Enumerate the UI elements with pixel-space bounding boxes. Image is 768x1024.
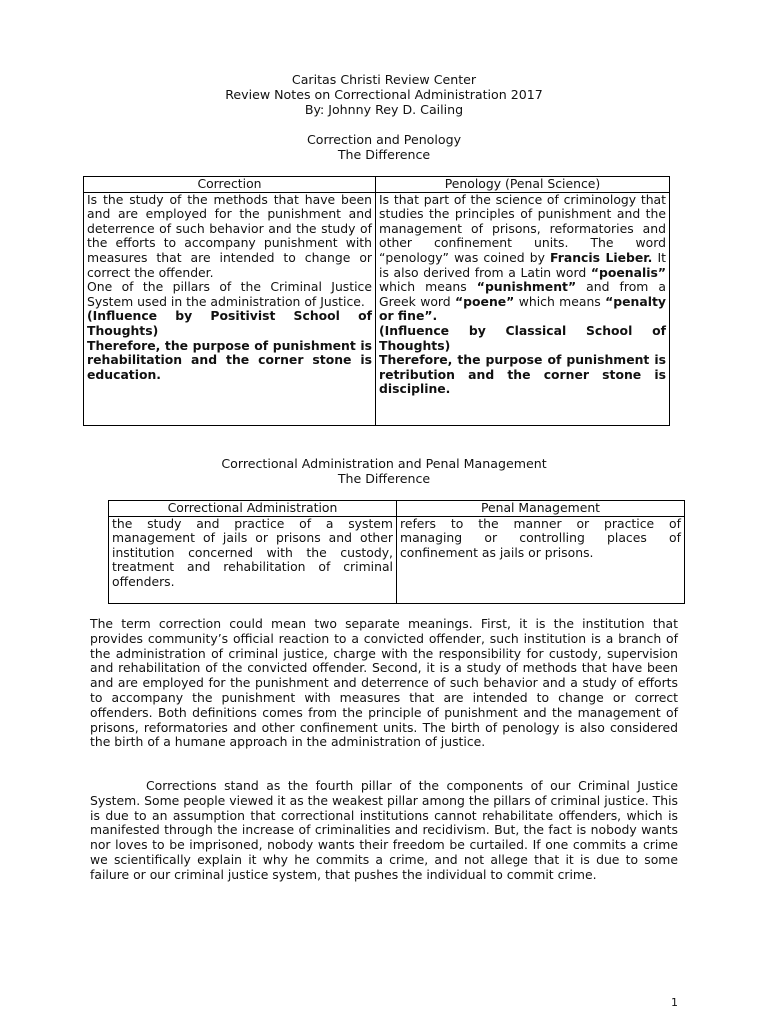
correction-influence: (Influence by Positivist School of Thoughts): [87, 308, 372, 338]
section1-heading: [0, 132, 768, 162]
column-header-correction: Correction: [84, 177, 376, 193]
penology-greek-meaning: “penalty or fine”.: [379, 293, 666, 324]
column-header-penal-management: Penal Management: [397, 501, 685, 517]
penology-coiner: Francis Lieber.: [550, 249, 653, 265]
table-row: [84, 192, 670, 425]
penology-latin-word: “poenalis”: [590, 264, 666, 280]
penology-greek-word: “poene”: [455, 293, 515, 309]
penology-text: which means: [379, 279, 477, 295]
correction-definition: Is the study of the methods that have been and are employed for the punishment and deterrence of such behavior and the study of the efforts to accompany punishment with measures that are intended to change or correct the offender.: [87, 191, 372, 280]
correctional-administration-cell: [109, 516, 397, 603]
section2-subtitle: The Difference: [337, 471, 431, 486]
header-author: By: Johnny Rey D. Cailing: [304, 102, 464, 117]
correctional-administration-definition: the study and practice of a system management of jails or prisons and other institution concerned with the custody, treatment and rehabilitation of criminal offenders.: [112, 515, 393, 589]
column-header-penology: Penology (Penal Science): [376, 177, 670, 193]
correction-cell: [84, 192, 376, 425]
table-header-row: [109, 501, 685, 517]
correction-penology-table: [83, 176, 670, 426]
penology-cell: [376, 192, 670, 425]
penology-text: and from a Greek word: [379, 279, 666, 309]
section1-title: Correction and Penology: [306, 132, 462, 147]
body-paragraph-correction-meanings: The term correction could mean two separate meanings. First, it is the institution that provides community’s official reaction to a convicted offender, such institution is a branch of the administration of criminal justice, charge with the responsibility for custody, supervision and rehabilitation of the convicted offender. Second, it is a study of methods that have been and are employed for the punishment and deterrence of such behavior and a study of efforts to accompany the punishment with measures that are intended to change or correct offenders. Both definitions comes from the principle of punishment and the management of prisons, reformatories and other confinement units. The birth of penology is also considered the birth of a humane approach in the administration of justice.: [90, 616, 678, 750]
penology-text: which means: [514, 293, 606, 309]
table-row: [109, 516, 685, 603]
page-number: 1: [671, 996, 678, 1009]
penology-definition: [379, 193, 666, 324]
section2-heading: [0, 456, 768, 486]
header-title: Review Notes on Correctional Administration 2017: [225, 87, 543, 102]
administration-management-table: [108, 500, 685, 604]
correction-purpose: Therefore, the purpose of punishment is rehabilitation and the corner stone is education.: [87, 337, 372, 382]
penology-influence: (Influence by Classical School of Thoughts): [379, 322, 666, 353]
penology-latin-meaning: “punishment”: [476, 279, 577, 295]
penology-text: It is also derived from a Latin word: [379, 249, 666, 280]
header-org: Caritas Christi Review Center: [291, 72, 477, 87]
penology-purpose: Therefore, the purpose of punishment is retribution and the corner stone is discipline.: [379, 352, 666, 397]
section1-subtitle: The Difference: [337, 147, 431, 162]
penal-management-definition: refers to the manner or practice of managing or controlling places of confinement as jails or prisons.: [400, 515, 681, 560]
correction-pillar: One of the pillars of the Criminal Justice System used in the administration of Justice.: [87, 279, 372, 309]
column-header-correctional-administration: Correctional Administration: [109, 501, 397, 517]
penology-text: Is that part of the science of criminology that studies the principles of punishment and the management of prisons, reformatories and other confinement units. The word “penology” was coined by: [379, 191, 666, 265]
table-header-row: [84, 177, 670, 193]
body-paragraph-fourth-pillar: Corrections stand as the fourth pillar of the components of our Criminal Justice System. Some people viewed it as the weakest pillar among the pillars of criminal justice. This is due to an assumption that correctional institutions cannot rehabilitate offenders, which is manifested through the increase of criminalities and recidivism. But, the fact is nobody wants nor loves to be imprisoned, nobody wants their freedom be curtailed. If one commits a crime we scientifically explain it why he commits a crime, and not allege that it is due to some failure or our criminal justice system, that pushes the individual to commit crime.: [90, 778, 678, 882]
penal-management-cell: [397, 516, 685, 603]
document-header: [0, 72, 768, 117]
section2-title: Correctional Administration and Penal Management: [221, 456, 547, 471]
